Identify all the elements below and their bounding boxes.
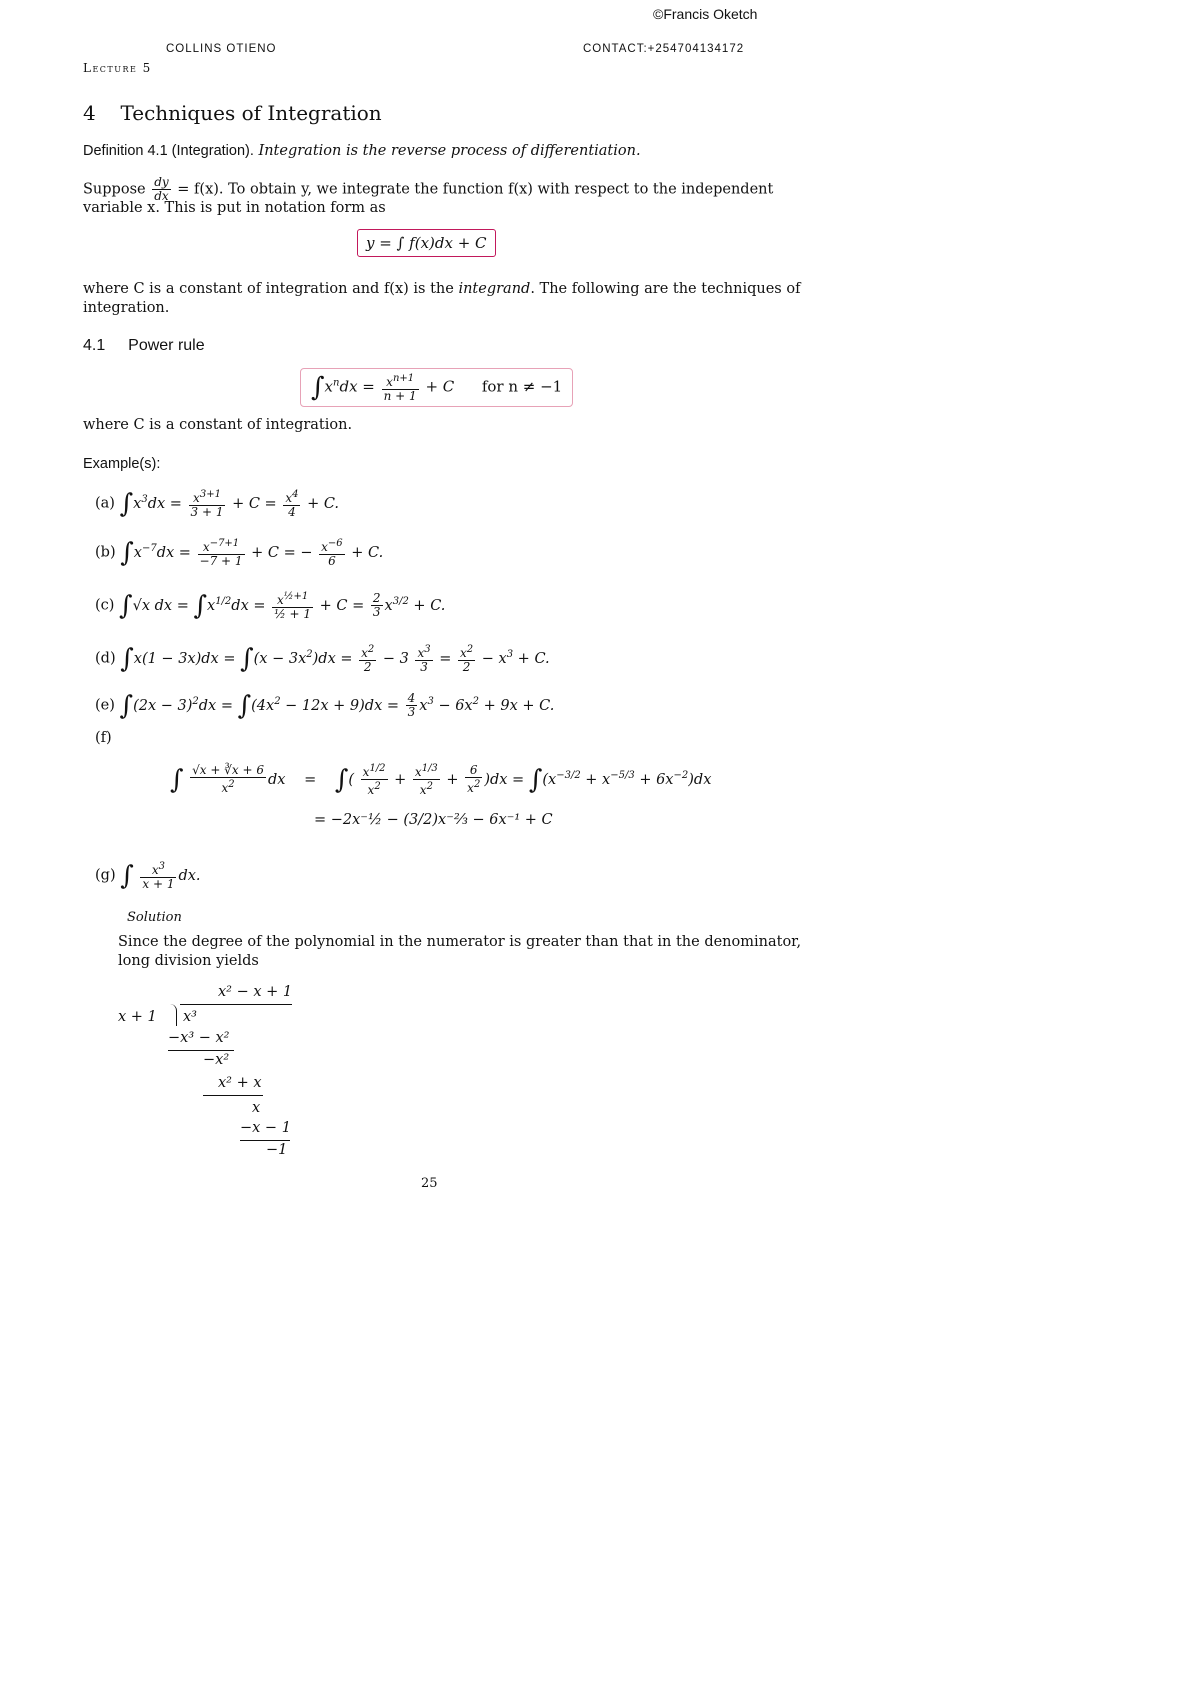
long-division-step: −x − 1 xyxy=(240,1120,291,1136)
intro-p2-b: . The following are the techniques of xyxy=(530,281,801,297)
example-g: (g) ∫ $\frac{x^3}{x + 1}$ dx. xyxy=(95,860,201,891)
long-division-step: −1 xyxy=(266,1142,288,1158)
lecture-label: Lecture 5 xyxy=(83,61,152,75)
example-d: (d) $\int x(1 - 3x)dx = \int(x - 3x^2)dx$ = $\frac{x^2}{2}$ − 3 $\frac{x^3}{3}$ = $\frac{x^2}{2}$ − $x^3 + C$. xyxy=(95,643,550,674)
subsection-title: Power rule xyxy=(128,337,205,354)
intro-p2-a: where C is a constant of integration and f(x) is the xyxy=(83,281,454,297)
definition-label: Definition 4.1 (Integration). xyxy=(83,143,254,159)
example-f-line-2: = −2x⁻½ − (3/2)x⁻⅔ − 6x⁻¹ + C xyxy=(314,812,553,828)
solution-text-1: Since the degree of the polynomial in the numerator is greater than that in the denominator, xyxy=(118,934,802,950)
long-division-divisor: x + 1 xyxy=(118,1009,157,1025)
section-heading xyxy=(83,101,382,125)
long-division-step: x xyxy=(252,1100,261,1116)
integrand-term: integrand xyxy=(458,281,531,297)
long-division-step: x² + x xyxy=(218,1075,262,1091)
example-f-line-1: ∫ $\frac{√x + ∛x + 6}{x^2}$ dx = ∫( $\frac{x^{1/2}}{x^2}$ + $\frac{x^{1/3}}{x^2}$ + $\frac{6}{x^2}$ )$dx = \int(x^{-3/2} + x^{-5/3} + 6x^{-2})dx$ xyxy=(170,763,712,797)
example-g-label: (g) xyxy=(95,867,116,884)
power-rule-condition: for n ≠ −1 xyxy=(481,377,563,396)
example-e: (e) $\int(2x - 3)^2dx = \int(4x^2 - 12x + 9)dx$ = $\frac{4}{3}$ $x^3 - 6x^2 + 9x + C$. xyxy=(95,690,555,721)
long-division-rule xyxy=(168,1050,234,1051)
subsection-heading xyxy=(83,337,205,355)
section-title: Techniques of Integration xyxy=(120,101,382,125)
intro-p2-c: integration. xyxy=(83,300,170,316)
solution-label: Solution xyxy=(127,910,182,925)
copyright: ©Francis Oketch xyxy=(653,6,758,22)
example-e-label: (e) xyxy=(95,697,115,714)
contact-info: CONTACT:+254704134172 xyxy=(583,43,745,55)
definition-text: Integration is the reverse process of differentiation. xyxy=(258,143,641,159)
long-division-quotient: x² − x + 1 xyxy=(218,984,293,1000)
subsection-number: 4.1 xyxy=(83,337,106,354)
examples-label: Example(s): xyxy=(83,456,161,472)
long-division-dividend: x³ xyxy=(183,1009,197,1025)
example-b-label: (b) xyxy=(95,544,116,561)
example-a: (a) $\int x^3dx$ = $\frac{x^{3+1}}{3 + 1}$ + C = $\frac{x^4}{4}$ + C. xyxy=(95,488,340,519)
intro-suppose: Suppose xyxy=(83,181,146,198)
intro-p1-rest: = f(x). To obtain y, we integrate the function f(x) with respect to the independent xyxy=(177,181,774,198)
example-c-label: (c) xyxy=(95,597,115,614)
solution-text-2: long division yields xyxy=(118,953,259,969)
section-number: 4 xyxy=(83,101,96,125)
power-rule-note: where C is a constant of integration. xyxy=(83,417,353,433)
page-number: 25 xyxy=(421,1176,438,1191)
intro-line-3 xyxy=(83,280,800,299)
intro-line-4 xyxy=(83,299,169,318)
intro-p1-end: variable x. This is put in notation form as xyxy=(83,200,386,216)
definition xyxy=(83,142,641,161)
example-b: (b) $\int x^{-7}dx$ = $\frac{x^{-7+1}}{-7 + 1}$ + C = − $\frac{x^{-6}}{6}$ + C. xyxy=(95,537,384,568)
long-division-bracket xyxy=(170,1004,177,1026)
example-a-label: (a) xyxy=(95,495,115,512)
long-division-rule xyxy=(203,1095,263,1096)
example-f-label: (f) xyxy=(95,730,112,746)
author-name: COLLINS OTIENO xyxy=(166,43,277,55)
long-division-step: −x² xyxy=(203,1052,230,1068)
power-rule-formula: $\int x^ndx$ = $\frac{x^{n+1}}{n + 1}$ + C for n ≠ −1 xyxy=(300,368,573,407)
dy-dx-fraction: $\frac{dy}{dx}$ xyxy=(154,175,169,203)
long-division-bar xyxy=(180,1004,292,1005)
intro-line-2 xyxy=(83,199,386,218)
example-d-label: (d) xyxy=(95,650,116,667)
long-division-step: −x³ − x² xyxy=(168,1030,230,1046)
boxed-formula: y = ∫ f(x)dx + C xyxy=(357,229,496,257)
long-division-rule xyxy=(240,1140,290,1141)
example-c: (c) ∫√x dx = $\int x^{1/2}dx$ = $\frac{x^{\frac{1}{2}+1}}{\text{½ + 1}}$ + C = $\frac{2}{3}$ $x^{3/2} + C$. xyxy=(95,590,446,621)
